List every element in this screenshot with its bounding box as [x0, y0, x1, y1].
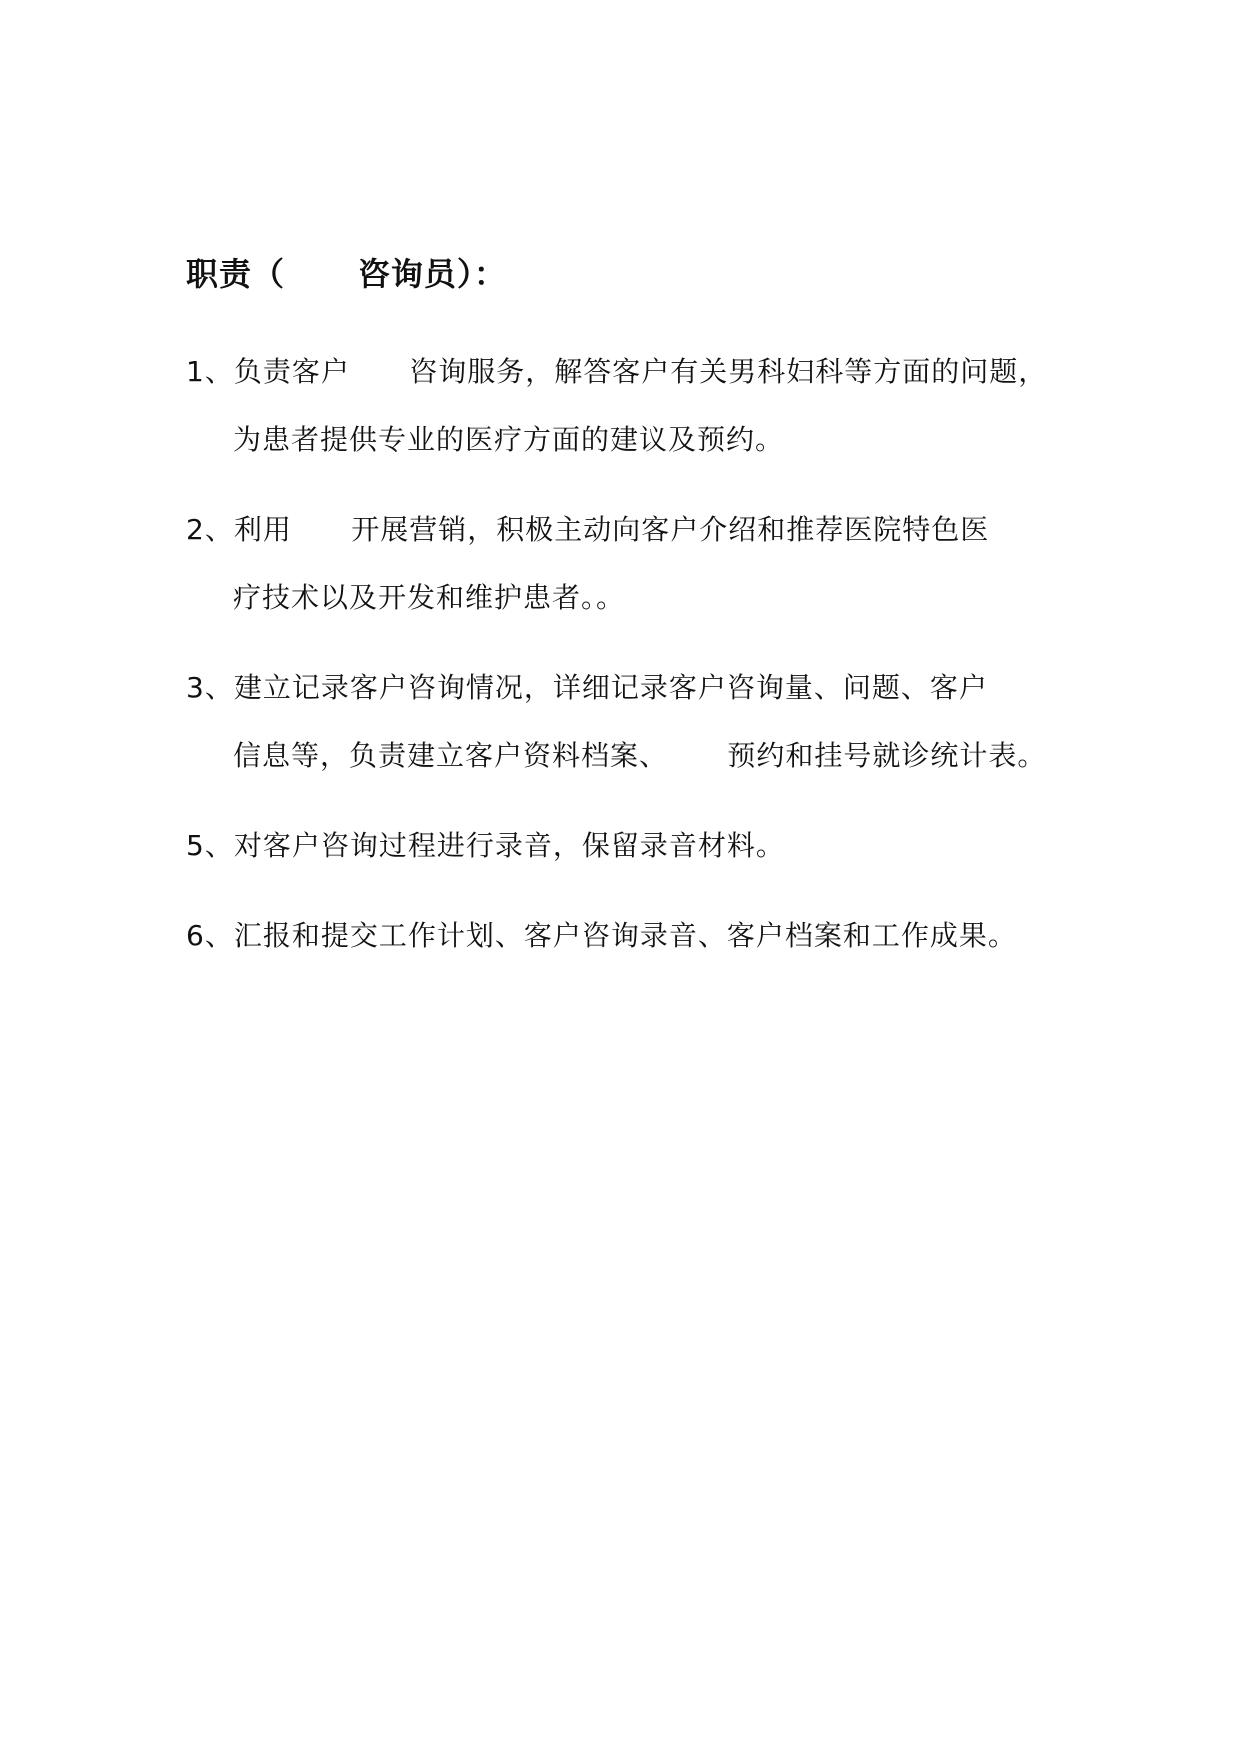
- duty-item-1-line-1: [186, 352, 1047, 392]
- duty-item-3-line-2: 信息等，负责建立客户资料档案、 预约和挂号就诊统计表。: [233, 739, 1047, 772]
- duty-item-5-line-1: [186, 826, 785, 866]
- page-title: 职责（ 咨询员）：: [186, 255, 507, 293]
- duty-item-1-text: 、负责客户 咨询服务，解答客户有关男科妇科等方面的问题，: [204, 355, 1048, 388]
- duty-item-1-line-2: 为患者提供专业的医疗方面的建议及预约。: [233, 423, 785, 456]
- duty-item-1-number: 1: [186, 355, 205, 388]
- duty-item-2-line-1: [186, 510, 989, 550]
- duty-item-6-line-1: [186, 916, 1017, 956]
- duty-item-5-number: 5: [186, 829, 205, 862]
- duty-item-6-number: 6: [186, 919, 205, 952]
- duty-item-2-line-2: 疗技术以及开发和维护患者。。: [233, 581, 626, 614]
- duty-item-3-number: 3: [186, 671, 205, 704]
- duty-item-6-text: 、汇报和提交工作计划、客户咨询录音、客户档案和工作成果。: [204, 919, 1017, 952]
- duty-item-5-text: 、对客户咨询过程进行录音，保留录音材料。: [204, 829, 785, 862]
- duty-item-3-line-1: [186, 668, 988, 708]
- duty-item-2-text: 、利用 开展营销，积极主动向客户介绍和推荐医院特色医: [204, 513, 990, 546]
- duty-item-2-number: 2: [186, 513, 205, 546]
- duty-item-3-text: 、建立记录客户咨询情况，详细记录客户咨询量、问题、客户: [204, 671, 988, 704]
